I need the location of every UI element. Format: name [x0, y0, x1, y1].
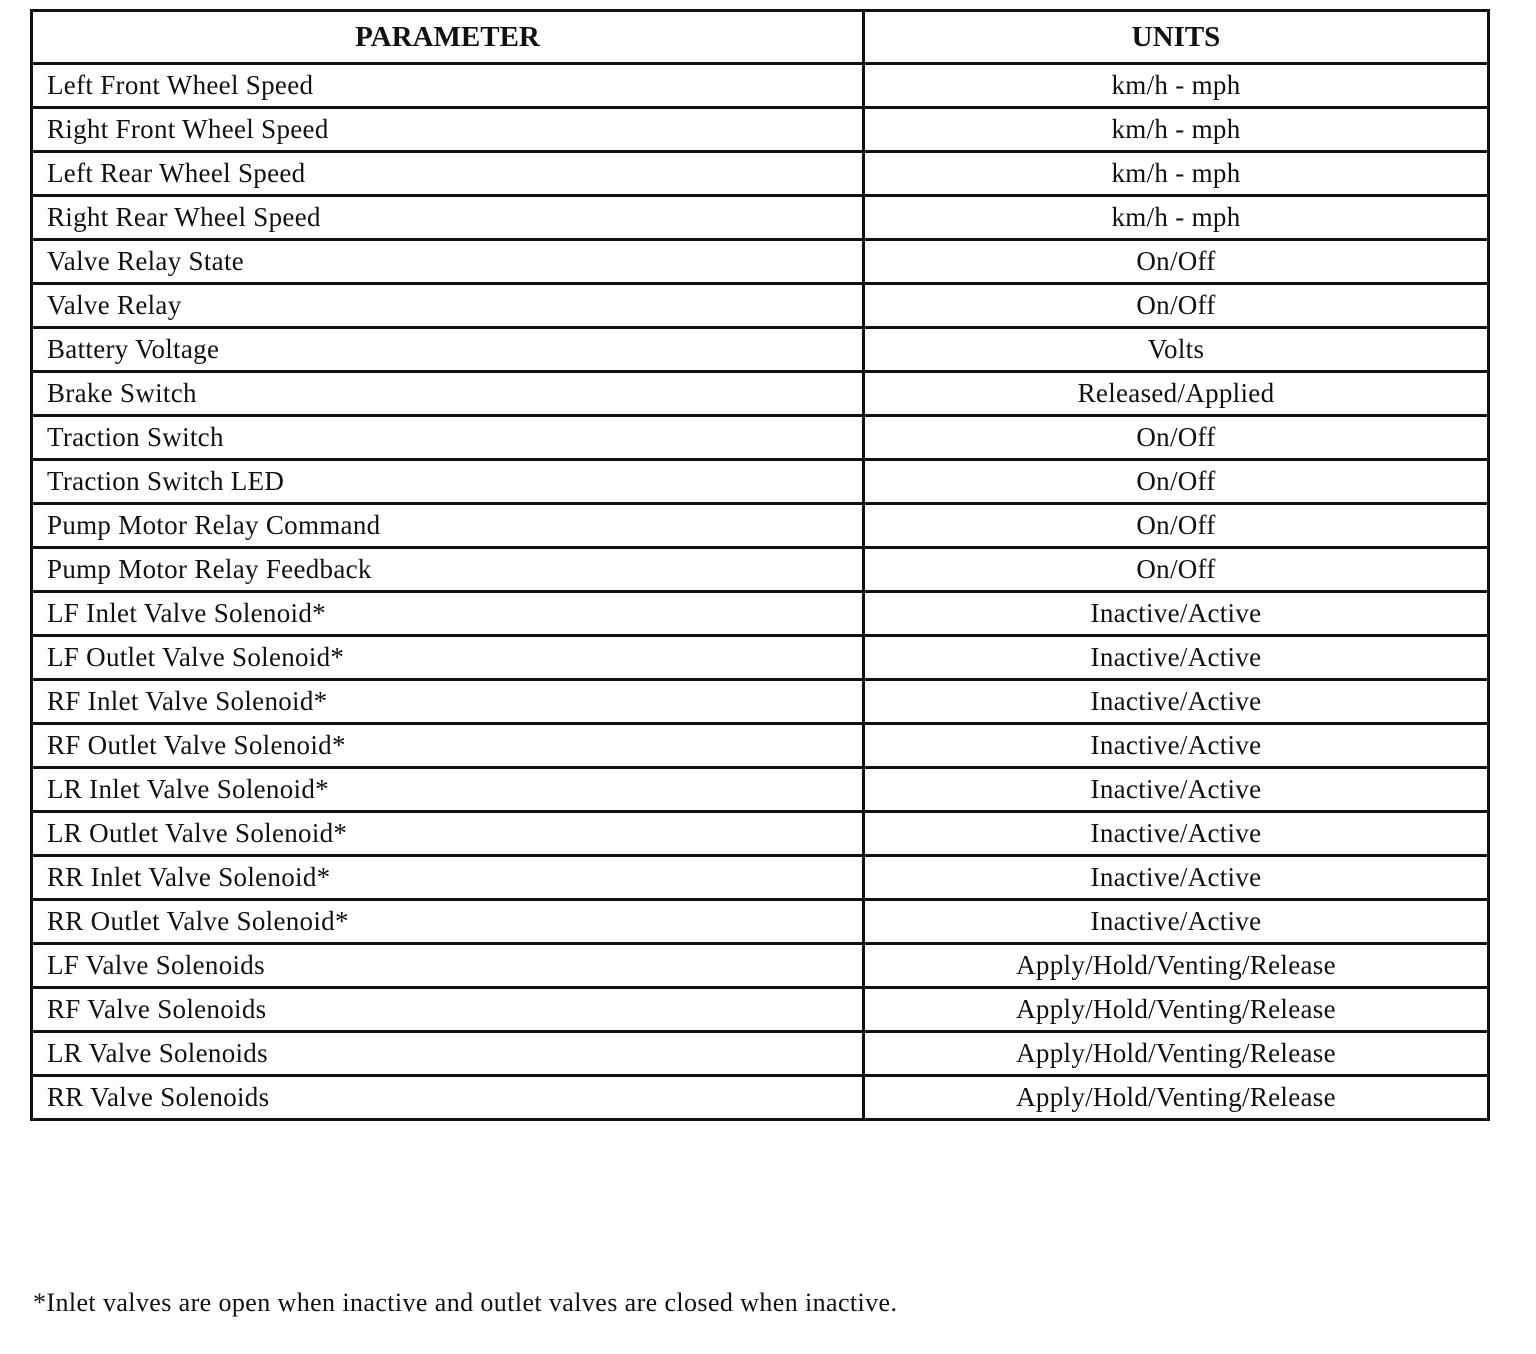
parameter-cell: RF Valve Solenoids	[32, 988, 864, 1032]
units-cell: Inactive/Active	[864, 812, 1489, 856]
parameter-cell: Right Rear Wheel Speed	[32, 196, 864, 240]
table-row	[32, 680, 1489, 724]
table-row	[32, 856, 1489, 900]
units-cell: Inactive/Active	[864, 592, 1489, 636]
parameter-cell: Pump Motor Relay Command	[32, 504, 864, 548]
units-cell: On/Off	[864, 284, 1489, 328]
units-cell: Inactive/Active	[864, 900, 1489, 944]
table-row	[32, 768, 1489, 812]
units-cell: Apply/Hold/Venting/Release	[864, 1076, 1489, 1120]
parameter-cell: LF Inlet Valve Solenoid*	[32, 592, 864, 636]
units-cell: Released/Applied	[864, 372, 1489, 416]
parameter-cell: Brake Switch	[32, 372, 864, 416]
units-cell: km/h - mph	[864, 108, 1489, 152]
parameter-cell: LF Valve Solenoids	[32, 944, 864, 988]
units-cell: Inactive/Active	[864, 856, 1489, 900]
table-row	[32, 64, 1489, 108]
units-cell: Inactive/Active	[864, 724, 1489, 768]
table-row	[32, 944, 1489, 988]
parameter-cell: Right Front Wheel Speed	[32, 108, 864, 152]
table-row	[32, 592, 1489, 636]
table-row	[32, 504, 1489, 548]
table-row	[32, 416, 1489, 460]
parameter-cell: Pump Motor Relay Feedback	[32, 548, 864, 592]
parameter-cell: RR Outlet Valve Solenoid*	[32, 900, 864, 944]
units-cell: On/Off	[864, 460, 1489, 504]
parameter-cell: Valve Relay	[32, 284, 864, 328]
table-row	[32, 152, 1489, 196]
table-header-row	[32, 11, 1489, 64]
parameter-cell: LF Outlet Valve Solenoid*	[32, 636, 864, 680]
units-cell: Inactive/Active	[864, 636, 1489, 680]
units-cell: km/h - mph	[864, 196, 1489, 240]
parameter-cell: RF Inlet Valve Solenoid*	[32, 680, 864, 724]
parameter-cell: LR Inlet Valve Solenoid*	[32, 768, 864, 812]
header-units: UNITS	[864, 11, 1489, 64]
table-row	[32, 1076, 1489, 1120]
parameter-cell: LR Outlet Valve Solenoid*	[32, 812, 864, 856]
units-cell: km/h - mph	[864, 64, 1489, 108]
table-row	[32, 636, 1489, 680]
header-parameter: PARAMETER	[32, 11, 864, 64]
table-row	[32, 724, 1489, 768]
parameter-cell: Traction Switch	[32, 416, 864, 460]
parameter-cell: Left Rear Wheel Speed	[32, 152, 864, 196]
table-row	[32, 328, 1489, 372]
units-cell: On/Off	[864, 416, 1489, 460]
parameter-cell: Traction Switch LED	[32, 460, 864, 504]
units-cell: Apply/Hold/Venting/Release	[864, 988, 1489, 1032]
table-row	[32, 460, 1489, 504]
table-row	[32, 240, 1489, 284]
parameter-units-table	[30, 9, 1490, 1121]
units-cell: Inactive/Active	[864, 680, 1489, 724]
units-cell: On/Off	[864, 504, 1489, 548]
parameter-cell: LR Valve Solenoids	[32, 1032, 864, 1076]
parameter-cell: RR Inlet Valve Solenoid*	[32, 856, 864, 900]
units-cell: On/Off	[864, 240, 1489, 284]
table-row	[32, 284, 1489, 328]
units-cell: Volts	[864, 328, 1489, 372]
table-row	[32, 196, 1489, 240]
units-cell: km/h - mph	[864, 152, 1489, 196]
table-row	[32, 108, 1489, 152]
footnote: *Inlet valves are open when inactive and outlet valves are closed when inactive.	[33, 1288, 898, 1317]
parameter-cell: Battery Voltage	[32, 328, 864, 372]
units-cell: Inactive/Active	[864, 768, 1489, 812]
units-cell: Apply/Hold/Venting/Release	[864, 944, 1489, 988]
parameter-cell: RF Outlet Valve Solenoid*	[32, 724, 864, 768]
units-cell: On/Off	[864, 548, 1489, 592]
units-cell: Apply/Hold/Venting/Release	[864, 1032, 1489, 1076]
table-row	[32, 548, 1489, 592]
table-row	[32, 900, 1489, 944]
parameter-cell: Valve Relay State	[32, 240, 864, 284]
table-row	[32, 1032, 1489, 1076]
table-row	[32, 372, 1489, 416]
table-row	[32, 812, 1489, 856]
parameter-cell: Left Front Wheel Speed	[32, 64, 864, 108]
table-body	[32, 64, 1489, 1120]
table-row	[32, 988, 1489, 1032]
parameter-cell: RR Valve Solenoids	[32, 1076, 864, 1120]
